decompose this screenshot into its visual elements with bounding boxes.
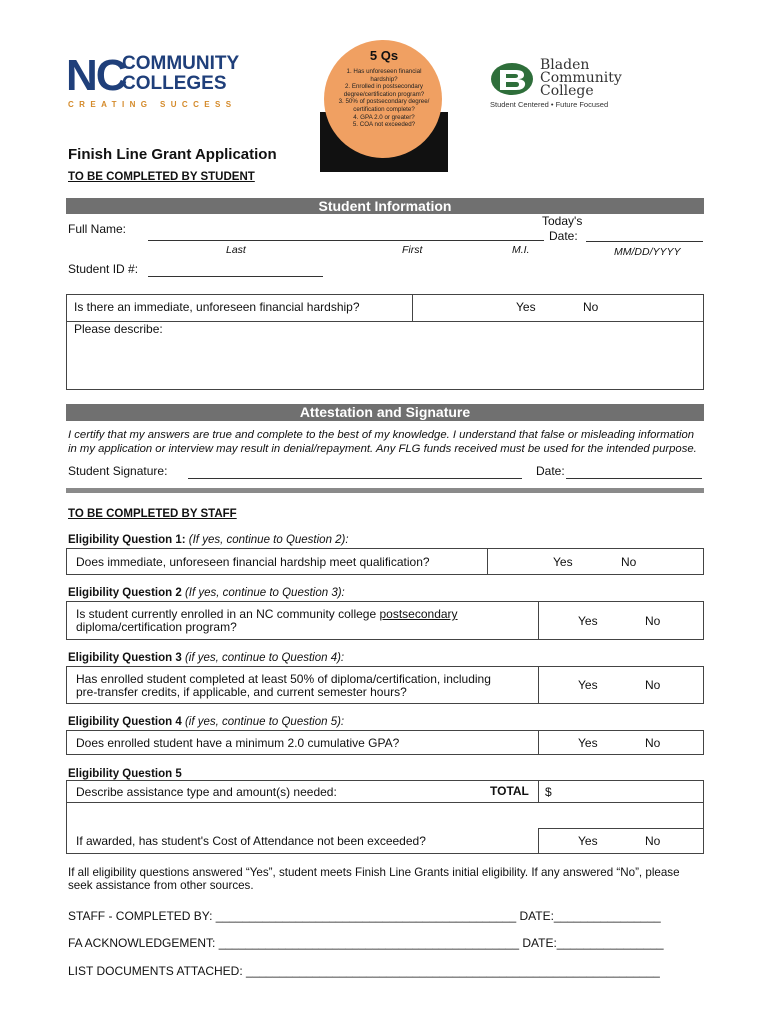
q5-yes-option[interactable]: Yes — [578, 834, 598, 848]
hardship-question: Is there an immediate, unforeseen financial hardship? — [74, 300, 360, 314]
bladen-logo-line2: Community — [540, 70, 622, 86]
five-qs-item: 1. Has unforeseen financial hardship? — [346, 68, 422, 83]
date-label: Date: — [549, 229, 578, 243]
bladen-logo-line1: Bladen — [540, 57, 590, 73]
q2-question-text: Is student currently enrolled in an NC community college — [76, 607, 380, 621]
q1-yes-option[interactable]: Yes — [553, 555, 573, 569]
q3-question-line2: pre-transfer credits, if applicable, and current semester hours? — [76, 685, 407, 699]
hardship-no-option[interactable]: No — [583, 300, 599, 314]
please-describe-field[interactable] — [67, 338, 703, 389]
q2-label: Eligibility Question 2 — [68, 587, 182, 599]
todays-date-field[interactable] — [586, 228, 703, 242]
q2-yes-option[interactable]: Yes — [578, 614, 598, 628]
attestation-bar: Attestation and Signature — [66, 404, 704, 421]
hardship-table-column-divider — [412, 294, 413, 321]
page-title: Finish Line Grant Application — [68, 146, 277, 163]
section-divider — [66, 488, 704, 493]
q4-note: (if yes, continue to Question 5): — [184, 716, 345, 728]
student-id-field[interactable] — [148, 262, 323, 277]
five-qs-item: 2. Enrolled in postsecondary degree/certification program? — [343, 83, 425, 98]
full-name-field[interactable] — [148, 227, 544, 241]
student-signature-label: Student Signature: — [68, 464, 168, 478]
nc-logo-tagline: CREATING SUCCESS — [68, 100, 237, 109]
date-format-caption: MM/DD/YYYY — [614, 246, 681, 258]
q5-describe-question: Describe assistance type and amount(s) needed: — [76, 785, 337, 799]
q1-question: Does immediate, unforeseen financial hardship meet qualification? — [76, 555, 430, 569]
q4-question: Does enrolled student have a minimum 2.0 cumulative GPA? — [76, 736, 400, 750]
q5-assistance-field[interactable] — [67, 803, 703, 827]
q4-label: Eligibility Question 4 — [68, 716, 182, 728]
bladen-logo-line3: College — [540, 83, 594, 99]
q3-yes-option[interactable]: Yes — [578, 678, 598, 692]
q5-coa-row-top — [538, 828, 704, 829]
q2-question-line2: diploma/certification program? — [76, 620, 237, 634]
five-qs-item: 5. COA not exceeded? — [352, 121, 416, 129]
q1-label: Eligibility Question 1: — [68, 534, 186, 546]
signature-date-field[interactable] — [566, 465, 702, 479]
eligibility-question-3-label — [68, 652, 344, 664]
student-section-heading: TO BE COMPLETED BY STUDENT — [68, 171, 255, 183]
q2-note: (If yes, continue to Question 3): — [184, 587, 345, 599]
eligibility-note-line2: seek assistance from other sources. — [68, 879, 254, 892]
q3-question-line1: Has enrolled student completed at least 50% of diploma/certification, including — [76, 672, 491, 686]
last-name-caption: Last — [226, 244, 246, 256]
student-signature-field[interactable] — [188, 465, 522, 479]
bladen-logo-tagline: Student Centered • Future Focused — [490, 100, 609, 109]
q2-question-underlined: postsecondary — [379, 607, 458, 621]
q2-column-divider — [538, 601, 539, 640]
q5-amount-field[interactable] — [556, 781, 703, 801]
fa-acknowledgement-field[interactable]: FA ACKNOWLEDGEMENT: _____________________________________________ DATE:________________ — [68, 936, 664, 950]
attestation-text-line1: I certify that my answers are true and complete to the best of my knowledge. I understand that false or misleading information — [68, 429, 695, 441]
nc-logo-word-community: COMMUNITY — [122, 53, 240, 74]
q4-no-option[interactable]: No — [645, 736, 661, 750]
student-id-label: Student ID #: — [68, 262, 139, 276]
nc-community-colleges-logo — [66, 51, 240, 110]
eligibility-question-5-label: Eligibility Question 5 — [68, 768, 182, 780]
eligibility-question-4-label — [68, 716, 344, 728]
q2-no-option[interactable]: No — [645, 614, 661, 628]
nc-logo-word-colleges: COLLEGES — [122, 73, 227, 94]
five-qs-item: 4. GPA 2.0 or greater? — [353, 113, 415, 121]
bladen-b-emblem-icon — [490, 62, 534, 96]
q5-dollar-sign: $ — [545, 785, 552, 799]
middle-initial-caption: M.I. — [512, 244, 530, 256]
q1-no-option[interactable]: No — [621, 555, 637, 569]
q5-coa-divider — [538, 828, 539, 854]
q3-note: (if yes, continue to Question 4): — [184, 652, 345, 664]
five-qs-list — [338, 68, 430, 129]
please-describe-label: Please describe: — [74, 322, 163, 336]
todays-label: Today's — [542, 214, 583, 228]
signature-date-label: Date: — [536, 464, 565, 478]
q5-total-label: TOTAL — [490, 784, 529, 798]
q3-column-divider — [538, 666, 539, 704]
q5-total-divider — [538, 780, 539, 802]
first-name-caption: First — [402, 244, 423, 256]
eligibility-question-1-label — [68, 534, 349, 546]
q4-yes-option[interactable]: Yes — [578, 736, 598, 750]
five-qs-title: 5 Qs — [369, 48, 399, 63]
full-name-label: Full Name: — [68, 222, 127, 236]
list-documents-field[interactable]: LIST DOCUMENTS ATTACHED: ______________________________________________________________ — [68, 964, 660, 978]
five-qs-item: 3. 50% of postsecondary degree/ certification complete? — [338, 98, 430, 113]
q1-note: (If yes, continue to Question 2): — [188, 534, 349, 546]
hardship-yes-option[interactable]: Yes — [516, 300, 536, 314]
nc-logo-letters: NC — [66, 51, 126, 100]
q1-column-divider — [487, 548, 488, 575]
eligibility-question-2-label — [68, 587, 345, 599]
q3-label: Eligibility Question 3 — [68, 652, 182, 664]
q4-column-divider — [538, 730, 539, 755]
staff-section-heading: TO BE COMPLETED BY STAFF — [68, 508, 237, 520]
attestation-text-line2: in my application or interview may result in denial/repayment. Any FLG funds received must be used for the intended purpose. — [68, 443, 697, 455]
bladen-community-college-logo — [490, 58, 660, 110]
q5-coa-question: If awarded, has student's Cost of Attendance not been exceeded? — [76, 834, 426, 848]
staff-completed-by-field[interactable]: STAFF - COMPLETED BY: _____________________________________________ DATE:________________ — [68, 909, 661, 923]
student-information-bar: Student Information — [66, 198, 704, 214]
q3-no-option[interactable]: No — [645, 678, 661, 692]
q5-no-option[interactable]: No — [645, 834, 661, 848]
q2-question-line1 — [76, 607, 458, 621]
five-qs-badge — [320, 40, 448, 172]
eligibility-note-line1: If all eligibility questions answered “Yes”, student meets Finish Line Grants initial eligibility. If any answered “No”, please — [68, 866, 680, 879]
